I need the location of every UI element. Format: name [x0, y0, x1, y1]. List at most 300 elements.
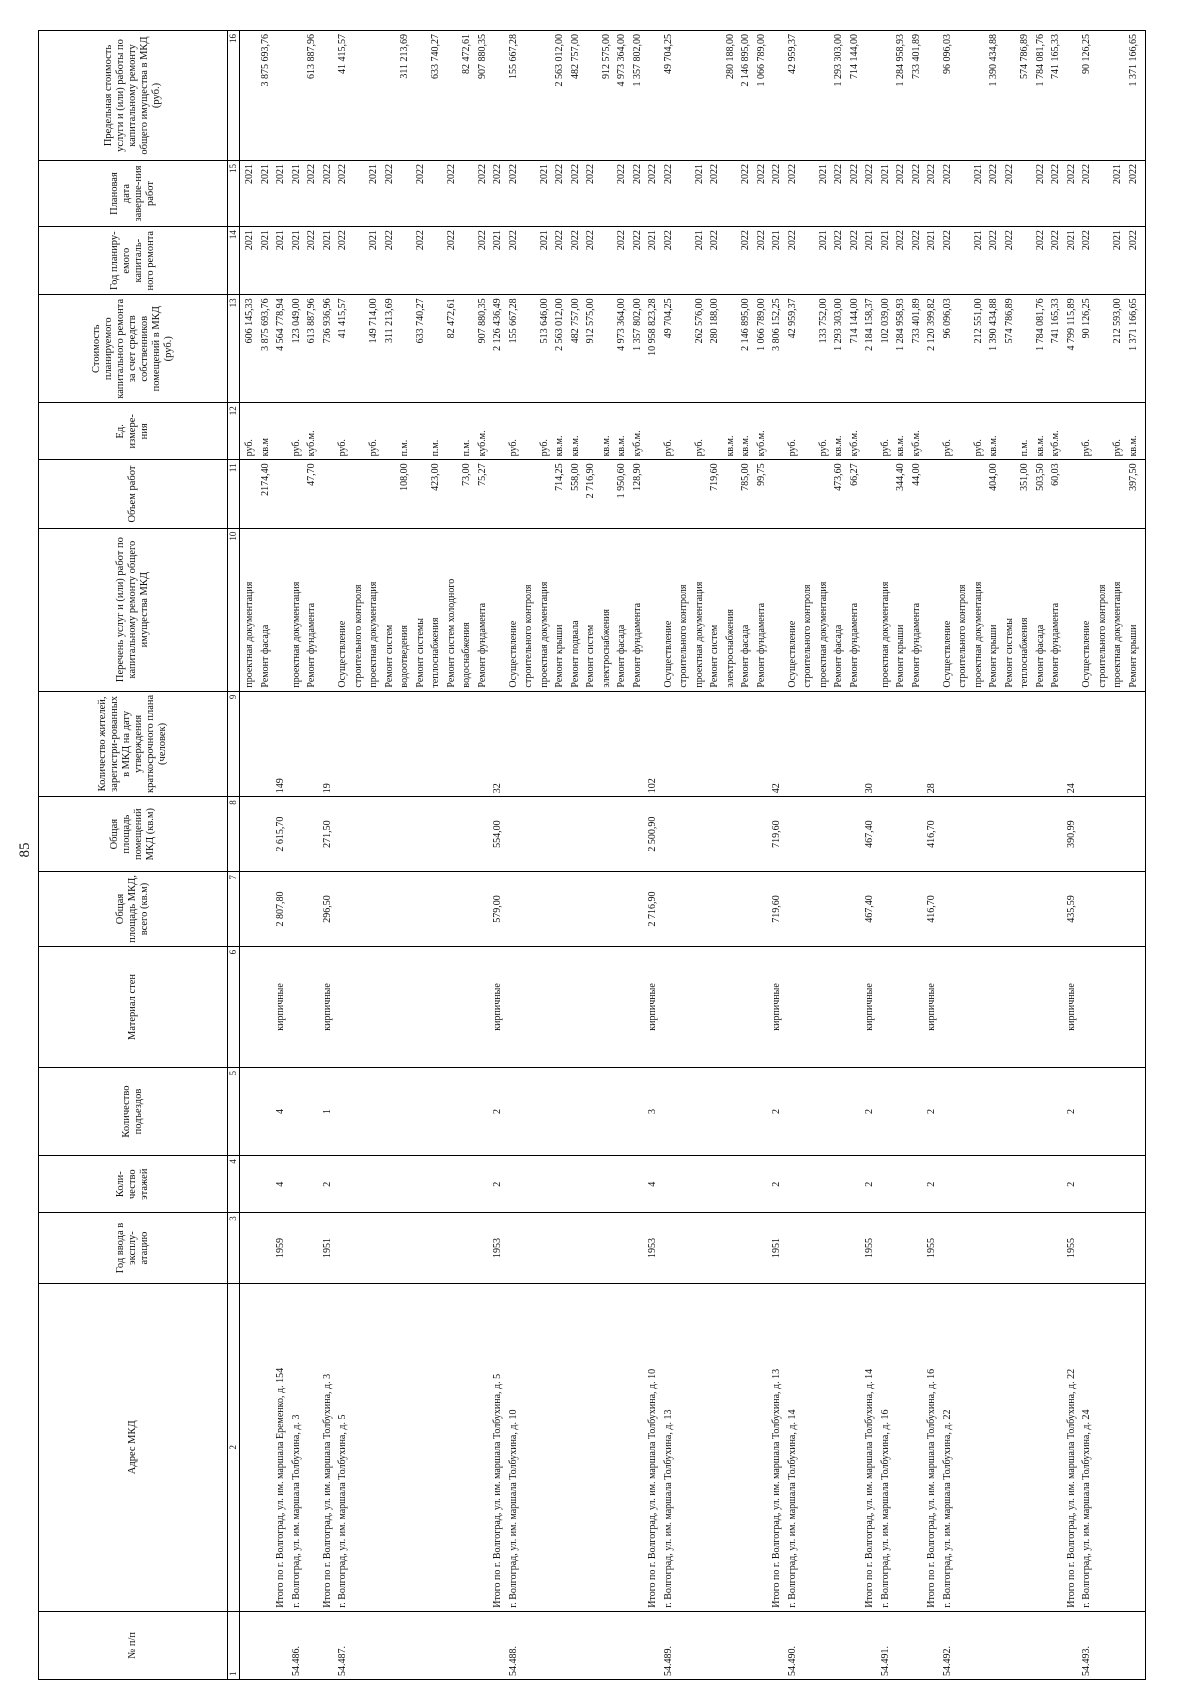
header-cell: Адрес МКД — [39, 1283, 228, 1611]
cell-vol: 66,27 — [848, 463, 860, 486]
cell-en: 2 — [1065, 1109, 1077, 1115]
cell-yr: 2021 — [693, 230, 705, 251]
cell-n: 54.493. — [1081, 1646, 1092, 1676]
col-entrances — [240, 1068, 1146, 1156]
cell-dt: 2022 — [492, 164, 503, 185]
cell-lim: 1 357 802,00 — [631, 34, 643, 87]
column-number: 15 — [228, 161, 240, 227]
column-number: 6 — [228, 946, 240, 1067]
cell-dt: 2021 — [538, 164, 550, 185]
cell-cost: 49 704,25 — [662, 298, 674, 339]
cell-lim: 613 887,96 — [306, 34, 317, 79]
cell-y: 1953 — [492, 1238, 503, 1259]
cell-dt: 2022 — [383, 164, 395, 185]
cell-work: Ремонт крыши — [988, 624, 999, 688]
cell-lim: 633 740,27 — [430, 34, 441, 79]
cell-mat: кирпичные — [864, 983, 875, 1031]
cell-dt: 2021 — [972, 164, 984, 185]
cell-lim: 907 880,35 — [476, 34, 488, 79]
cell-dt: 2022 — [476, 164, 488, 185]
cell-addr: Итого по г. Волгоград, ул. им. маршала Толбухина, д. 3 — [321, 1373, 333, 1608]
cell-pa: 2 500,90 — [647, 816, 658, 852]
cell-cost: 736 936,96 — [321, 298, 333, 344]
cell-addr: Итого по г. Волгоград, ул. им. маршала Толбухина, д. 16 — [926, 1368, 937, 1608]
cell-cost: 741 165,33 — [1050, 298, 1061, 344]
cell-vol: 128,90 — [631, 463, 643, 491]
header-cell: Объем работ — [39, 460, 228, 528]
cell-yr: 2022 — [786, 230, 798, 251]
cell-fl: 2 — [864, 1181, 875, 1187]
cell-work: строительного контроля — [802, 584, 813, 688]
cell-ta: 719,60 — [771, 895, 782, 923]
cell-yr: 2021 — [275, 230, 286, 251]
cell-work: Ремонт систем — [709, 624, 720, 688]
cell-addr: г. Волгоград, ул. им. маршала Толбухина, д. 10 — [507, 1409, 519, 1608]
cell-en: 2 — [492, 1109, 503, 1115]
cell-cost: 4 799 115,89 — [1065, 298, 1077, 351]
cell-dt: 2022 — [941, 164, 953, 185]
header-cell: Количество подъездов — [39, 1068, 228, 1156]
cell-cost: 41 415,57 — [337, 298, 348, 339]
cell-work: строительного контроля — [678, 584, 689, 688]
cell-dt: 2022 — [740, 164, 751, 185]
cell-mat: кирпичные — [926, 983, 937, 1031]
cell-lim: 1 371 166,65 — [1127, 34, 1139, 87]
cell-cost: 2 120 399,82 — [926, 298, 937, 351]
cell-dt: 2022 — [771, 164, 782, 185]
cell-lim: 3 875 693,76 — [259, 34, 271, 87]
header-cell: Стоимость планируемого капитального ремонта за счет средств собственников помещений в МКД (руб.) — [39, 295, 228, 403]
column-number: 12 — [228, 403, 240, 460]
cell-cost: 149 714,00 — [368, 298, 379, 344]
cell-dt: 2022 — [647, 164, 658, 185]
cell-lim: 96 096,03 — [941, 34, 953, 74]
cell-vol: 719,60 — [709, 463, 720, 491]
cell-dt: 2022 — [1127, 164, 1139, 185]
cell-vol: 714,25 — [554, 463, 565, 491]
cell-dt: 2022 — [585, 164, 596, 185]
cell-yr: 2022 — [1034, 230, 1046, 251]
cell-unit: руб. — [538, 439, 550, 457]
cell-mat: кирпичные — [321, 983, 333, 1031]
cell-mat: кирпичные — [492, 983, 503, 1031]
cell-res: 42 — [771, 783, 782, 794]
cell-vol: 73,00 — [461, 463, 472, 486]
header-cell: Общая площадь МКД, всего (кв.м) — [39, 872, 228, 947]
cell-work: Ремонт фундамента — [631, 602, 643, 688]
cell-addr: г. Волгоград, ул. им. маршала Толбухина, д. 14 — [786, 1409, 798, 1608]
cell-addr: Итого по г. Волгоград, ул. им. маршала Толбухина, д. 13 — [771, 1368, 782, 1608]
cell-fl: 2 — [492, 1181, 503, 1187]
cell-dt: 2022 — [414, 164, 426, 185]
cell-yr: 2021 — [879, 230, 891, 251]
cell-y: 1951 — [771, 1238, 782, 1259]
cell-dt: 2021 — [693, 164, 705, 185]
cell-cost: 102 039,00 — [879, 298, 891, 344]
cell-cost: 42 959,37 — [786, 298, 798, 339]
cell-work: Ремонт фасада — [833, 624, 844, 688]
cell-en: 2 — [771, 1109, 782, 1115]
cell-pa: 416,70 — [926, 820, 937, 848]
cell-unit: кв.м. — [1034, 435, 1046, 457]
header-cell: Общая площадь помещений МКД (кв.м) — [39, 797, 228, 872]
cell-dt: 2021 — [368, 164, 379, 185]
cell-n: 54.486. — [290, 1646, 302, 1676]
col-year-built — [240, 1213, 1146, 1283]
cell-yr: 2022 — [895, 230, 906, 251]
cell-yr: 2021 — [1112, 230, 1123, 251]
cell-cost: 212 593,00 — [1112, 298, 1123, 344]
cell-addr: Итого по г. Волгоград, ул. им. маршала Еременко, д. 154 — [275, 1367, 286, 1608]
cell-yr: 2022 — [1003, 230, 1015, 251]
header-cell: Материал стен — [39, 946, 228, 1067]
cell-dt: 2021 — [275, 164, 286, 185]
cell-unit: куб.м. — [910, 430, 922, 457]
cell-work: Ремонт систем холодного — [445, 578, 457, 688]
cell-cost: 1 357 802,00 — [631, 298, 643, 351]
cell-yr: 2022 — [833, 230, 844, 251]
cell-cost: 123 049,00 — [290, 298, 302, 344]
rotated-table-stage — [38, 30, 1158, 1680]
cell-yr: 2021 — [1065, 230, 1077, 251]
cell-work: Ремонт системы — [1003, 618, 1015, 688]
cell-addr: г. Волгоград, ул. им. маршала Толбухина, д. 3 — [290, 1414, 302, 1608]
cell-unit: кв.м. — [988, 435, 999, 457]
cell-dt: 2022 — [1034, 164, 1046, 185]
cell-ta: 416,70 — [926, 895, 937, 923]
cell-unit: руб. — [786, 439, 798, 457]
cell-dt: 2022 — [445, 164, 457, 185]
cell-work: строительного контроля — [1096, 584, 1108, 688]
cell-res: 32 — [492, 783, 503, 794]
cell-dt: 2022 — [631, 164, 643, 185]
cell-unit: куб.м. — [755, 430, 767, 457]
cell-cost: 1 784 081,76 — [1034, 298, 1046, 351]
cell-cost: 2 126 436,49 — [492, 298, 503, 351]
col-floors — [240, 1156, 1146, 1213]
cell-n: 54.491. — [879, 1646, 891, 1676]
cell-yr: 2022 — [616, 230, 627, 251]
cell-unit: п.м. — [430, 439, 441, 457]
cell-cost: 1 293 303,00 — [833, 298, 844, 351]
cell-addr: Итого по г. Волгоград, ул. им. маршала Толбухина, д. 10 — [647, 1368, 658, 1608]
column-number: 16 — [228, 31, 240, 161]
cell-lim: 574 786,89 — [1019, 34, 1030, 79]
cell-work: строительного контроля — [957, 584, 968, 688]
cell-vol: 404,00 — [988, 463, 999, 491]
cell-cost: 4 973 364,00 — [616, 298, 627, 351]
cell-unit: кв.м. — [833, 435, 844, 457]
cell-vol: 473,60 — [833, 463, 844, 491]
cell-work: Ремонт фундамента — [910, 602, 922, 688]
cell-yr: 2022 — [740, 230, 751, 251]
cell-dt: 2021 — [1112, 164, 1123, 185]
cell-work: Ремонт фундамента — [755, 602, 767, 688]
cell-yr: 2022 — [941, 230, 953, 251]
cell-pa: 390,99 — [1065, 820, 1077, 848]
cell-vol: 558,00 — [569, 463, 581, 491]
cell-work: теплоснабжения — [1019, 617, 1030, 688]
cell-addr: Итого по г. Волгоград, ул. им. маршала Толбухина, д. 22 — [1065, 1368, 1077, 1608]
cell-yr: 2021 — [321, 230, 333, 251]
cell-dt: 2022 — [662, 164, 674, 185]
cell-ta: 2 716,90 — [647, 891, 658, 927]
cell-yr: 2021 — [817, 230, 829, 251]
cell-ta: 579,00 — [492, 895, 503, 923]
cell-unit: руб. — [972, 439, 984, 457]
col-premises-area — [240, 797, 1146, 872]
cell-lim: 280 188,00 — [724, 34, 736, 79]
cell-y: 1955 — [926, 1238, 937, 1259]
cell-work: Ремонт крыши — [554, 624, 565, 688]
column-number: 1 — [228, 1611, 240, 1679]
cell-cost: 96 096,03 — [941, 298, 953, 339]
cell-dt: 2022 — [616, 164, 627, 185]
column-number: 11 — [228, 460, 240, 528]
col-total-area — [240, 872, 1146, 947]
cell-unit: руб. — [817, 439, 829, 457]
cell-unit: руб. — [244, 439, 255, 457]
header-cell: Количество жителей, зарегистри-рованных в МКД на дату утверждения краткосрочного плана (человек) — [39, 691, 228, 797]
cell-fl: 2 — [321, 1181, 333, 1187]
cell-yr: 2022 — [755, 230, 767, 251]
cell-yr: 2021 — [259, 230, 271, 251]
cell-unit: руб. — [507, 439, 519, 457]
cell-lim: 482 757,00 — [569, 34, 581, 79]
cell-work: Ремонт фасада — [616, 624, 627, 688]
cell-vol: 47,70 — [306, 463, 317, 486]
cell-en: 1 — [321, 1109, 333, 1115]
cell-yr: 2022 — [1081, 230, 1092, 251]
cell-cost: 262 576,00 — [693, 298, 705, 344]
cell-unit: куб.м. — [631, 430, 643, 457]
cell-yr: 2021 — [926, 230, 937, 251]
cell-pa: 467,40 — [864, 820, 875, 848]
cell-y: 1955 — [864, 1238, 875, 1259]
cell-mat: кирпичные — [771, 983, 782, 1031]
cell-cost: 1 390 434,88 — [988, 298, 999, 351]
cell-vol: 785,00 — [740, 463, 751, 491]
cell-res: 149 — [275, 778, 286, 794]
cell-unit: кв.м. — [895, 435, 906, 457]
col-cost — [240, 295, 1146, 403]
cell-y: 1955 — [1065, 1238, 1077, 1259]
cell-lim: 1 390 434,88 — [988, 34, 999, 87]
cell-dt: 2022 — [833, 164, 844, 185]
cell-yr: 2022 — [569, 230, 581, 251]
cell-yr: 2021 — [972, 230, 984, 251]
table-body — [240, 31, 1146, 1680]
cell-unit: п.м. — [399, 439, 410, 457]
cell-work: Ремонт фундамента — [848, 602, 860, 688]
cell-lim: 41 415,57 — [337, 34, 348, 74]
cell-yr: 2021 — [244, 230, 255, 251]
cell-n: 54.487. — [337, 1646, 348, 1676]
cell-dt: 2022 — [507, 164, 519, 185]
cell-unit: куб.м. — [1050, 430, 1061, 457]
cell-work: проектная документация — [817, 581, 829, 688]
cell-unit: руб. — [337, 439, 348, 457]
cell-yr: 2022 — [337, 230, 348, 251]
cell-cost: 574 786,89 — [1003, 298, 1015, 344]
cell-cost: 10 958 823,28 — [647, 298, 658, 356]
cell-work: проектная документация — [244, 581, 255, 688]
page-number: 85 — [17, 842, 33, 858]
cell-dt: 2022 — [910, 164, 922, 185]
cell-lim: 1 293 303,00 — [833, 34, 844, 87]
cell-cost: 3 806 152,25 — [771, 298, 782, 351]
cell-lim: 1 284 958,93 — [895, 34, 906, 87]
header-cell: № п/п — [39, 1611, 228, 1679]
cell-unit: руб. — [1112, 439, 1123, 457]
cell-cost: 133 752,00 — [817, 298, 829, 344]
cell-mat: кирпичные — [275, 983, 286, 1031]
cell-lim: 90 126,25 — [1081, 34, 1092, 74]
cell-y: 1951 — [321, 1238, 333, 1259]
cell-addr: г. Волгоград, ул. им. маршала Толбухина, д. 5 — [337, 1414, 348, 1608]
cell-lim: 2 146 895,00 — [740, 34, 751, 87]
cell-work: Ремонт фасада — [1034, 624, 1046, 688]
cell-unit: руб. — [941, 439, 953, 457]
cell-unit: руб. — [693, 439, 705, 457]
cell-cost: 912 575,00 — [585, 298, 596, 344]
column-number: 4 — [228, 1156, 240, 1213]
cell-vol: 423,00 — [430, 463, 441, 491]
column-number: 9 — [228, 691, 240, 797]
cell-dt: 2022 — [321, 164, 333, 185]
cell-yr: 2021 — [290, 230, 302, 251]
cell-vol: 108,00 — [399, 463, 410, 491]
cell-yr: 2022 — [631, 230, 643, 251]
cell-addr: г. Волгоград, ул. им. маршала Толбухина, д. 16 — [879, 1409, 891, 1608]
cell-dt: 2021 — [879, 164, 891, 185]
cell-unit: кв.м. — [1127, 435, 1139, 457]
cell-cost: 4 564 778,94 — [275, 298, 286, 351]
cell-cost: 613 887,96 — [306, 298, 317, 344]
cell-unit: куб.м. — [306, 430, 317, 457]
cell-unit: руб. — [879, 439, 891, 457]
cell-cost: 482 757,00 — [569, 298, 581, 344]
cell-unit: п.м. — [1019, 439, 1030, 457]
cell-dt: 2022 — [1003, 164, 1015, 185]
cell-dt: 2022 — [755, 164, 767, 185]
cell-lim: 1 784 081,76 — [1034, 34, 1046, 87]
cell-unit: руб. — [1081, 439, 1092, 457]
cell-addr: Итого по г. Волгоград, ул. им. маршала Толбухина, д. 14 — [864, 1368, 875, 1608]
cell-yr: 2022 — [1050, 230, 1061, 251]
cell-res: 19 — [321, 783, 333, 794]
cell-yr: 2021 — [864, 230, 875, 251]
cell-lim: 912 575,00 — [600, 34, 612, 79]
cell-yr: 2022 — [1127, 230, 1139, 251]
header-cell: Плановая дата заверше-ния работ — [39, 161, 228, 227]
cell-lim: 4 973 364,00 — [616, 34, 627, 87]
cell-en: 2 — [926, 1109, 937, 1115]
cell-work: Ремонт систем — [585, 624, 596, 688]
cell-unit: кв.м — [259, 438, 271, 457]
cell-y: 1953 — [647, 1238, 658, 1259]
cell-yr: 2022 — [554, 230, 565, 251]
cell-ta: 296,50 — [321, 895, 333, 923]
cell-addr: г. Волгоград, ул. им. маршала Толбухина, д. 22 — [941, 1409, 953, 1608]
cell-yr: 2022 — [445, 230, 457, 251]
cell-vol: 2174,40 — [259, 463, 271, 496]
cell-fl: 4 — [275, 1181, 286, 1187]
cell-work: Ремонт фундамента — [476, 602, 488, 688]
cell-work: проектная документация — [1112, 581, 1123, 688]
cell-work: Ремонт фундамента — [306, 602, 317, 688]
cell-fl: 4 — [647, 1181, 658, 1187]
cell-dt: 2022 — [306, 164, 317, 185]
cell-res: 24 — [1065, 783, 1077, 794]
cell-lim: 155 667,28 — [507, 34, 519, 79]
cell-mat: кирпичные — [647, 983, 658, 1031]
cell-y: 1959 — [275, 1238, 286, 1259]
cell-en: 2 — [864, 1109, 875, 1115]
col-cost-limit — [240, 31, 1146, 161]
cell-vol: 2 716,90 — [585, 463, 596, 499]
cell-n: 54.488. — [507, 1646, 519, 1676]
cell-yr: 2022 — [383, 230, 395, 251]
cell-work: проектная документация — [368, 581, 379, 688]
cell-work: водоснабжения — [461, 622, 472, 688]
column-number: 14 — [228, 227, 240, 295]
cell-cost: 907 880,35 — [476, 298, 488, 344]
column-number: 10 — [228, 528, 240, 691]
cell-vol: 503,50 — [1034, 463, 1046, 491]
header-cell: Ед. измере-ния — [39, 403, 228, 460]
cell-unit: руб. — [662, 439, 674, 457]
cell-cost: 2 563 012,00 — [554, 298, 565, 351]
cell-res: 30 — [864, 783, 875, 794]
cell-dt: 2021 — [244, 164, 255, 185]
header-cell: Предельная стоимость услуги и (или) работы по капитальному ремонту общего имущества в МКД (руб.) — [39, 31, 228, 161]
cell-dt: 2022 — [1081, 164, 1092, 185]
cell-mat: кирпичные — [1065, 983, 1077, 1031]
cell-dt: 2022 — [709, 164, 720, 185]
cell-work: электроснабжения — [724, 608, 736, 688]
cell-work: Ремонт фасада — [740, 624, 751, 688]
cell-cost: 1 371 166,65 — [1127, 298, 1139, 351]
cell-unit: куб.м. — [476, 430, 488, 457]
cell-ta: 435,59 — [1065, 895, 1077, 923]
cell-lim: 733 401,89 — [910, 34, 922, 79]
cell-addr: г. Волгоград, ул. им. маршала Толбухина, д. 13 — [662, 1409, 674, 1608]
cell-cost: 513 646,00 — [538, 298, 550, 344]
repair-plan-table — [38, 30, 1146, 1680]
cell-pa: 719,60 — [771, 820, 782, 848]
col-repair-year — [240, 227, 1146, 295]
cell-ta: 2 807,80 — [275, 891, 286, 927]
cell-yr: 2022 — [662, 230, 674, 251]
cell-vol: 99,75 — [755, 463, 767, 486]
cell-vol: 344,40 — [895, 463, 906, 491]
cell-unit: кв.м. — [616, 435, 627, 457]
cell-res: 102 — [647, 778, 658, 794]
cell-cost: 733 401,89 — [910, 298, 922, 344]
cell-work: Ремонт крыши — [895, 624, 906, 688]
cell-unit: руб. — [368, 439, 379, 457]
cell-vol: 397,50 — [1127, 463, 1139, 491]
cell-work: Осуществление — [662, 620, 674, 688]
cell-work: строительного контроля — [523, 584, 534, 688]
cell-lim: 1 066 789,00 — [755, 34, 767, 87]
cell-fl: 2 — [926, 1181, 937, 1187]
column-number-row — [228, 31, 240, 1680]
cell-lim: 2 563 012,00 — [554, 34, 565, 87]
col-works — [240, 528, 1146, 691]
cell-yr: 2022 — [414, 230, 426, 251]
